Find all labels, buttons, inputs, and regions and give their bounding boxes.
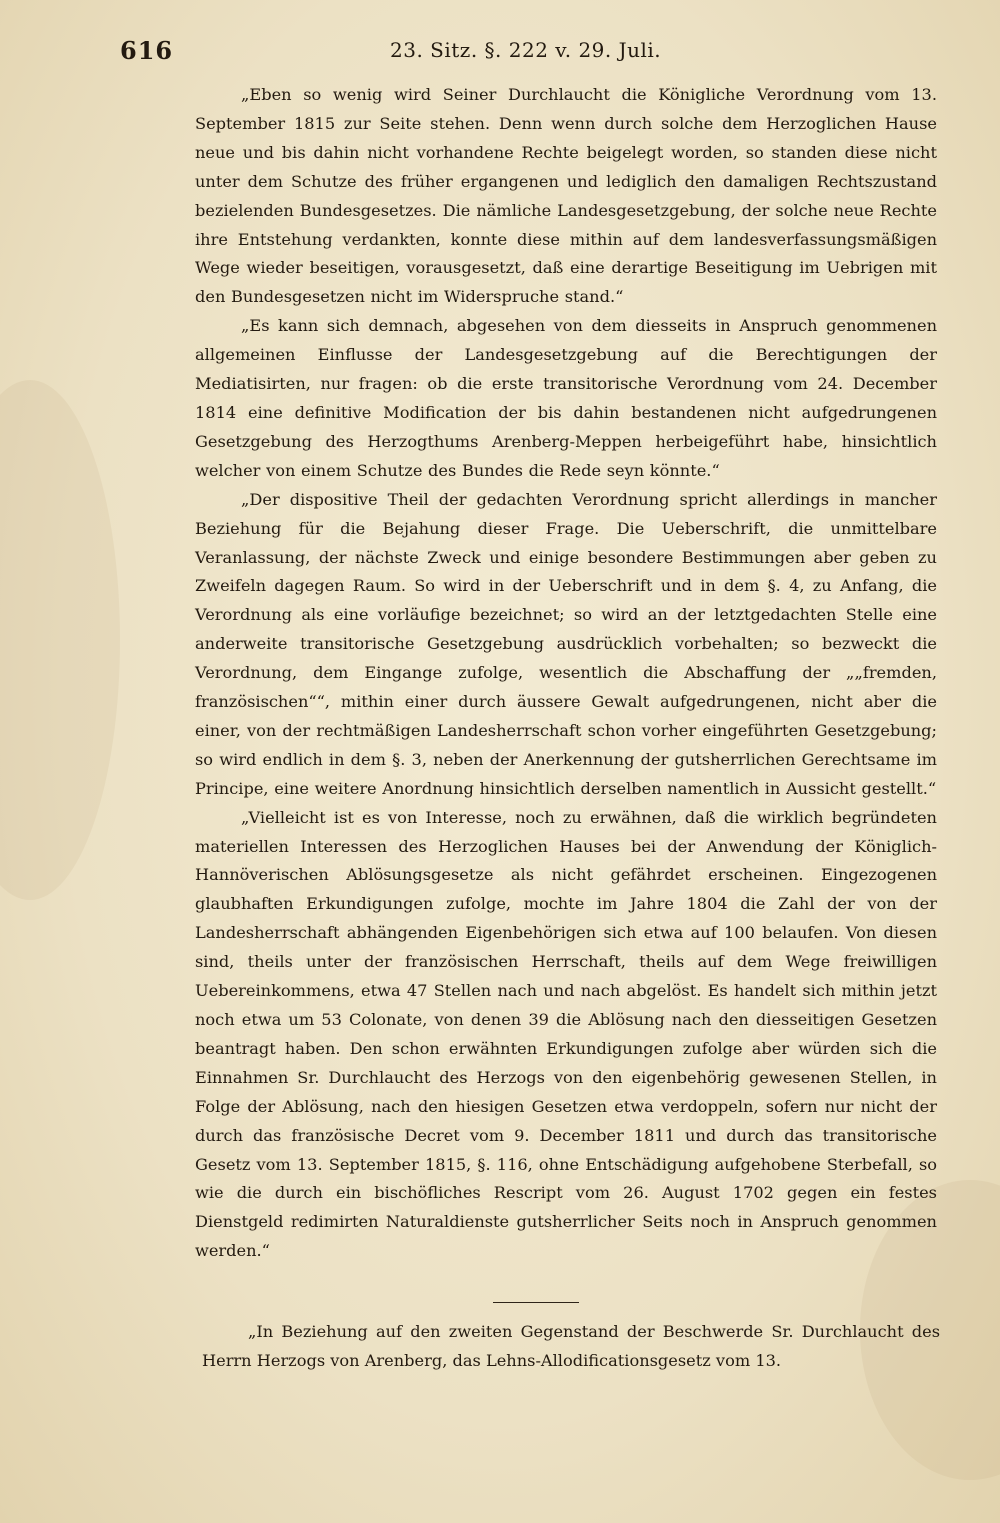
paragraph: „Vielleicht ist es von Interesse, noch zu erwähnen, daß die wirklich begründeten materiellen Interessen des Herzoglichen Hauses bei der Anwendung der Königlich-Hannöverischen Ablösungsgesetze als nicht gefährdet erscheinen. Eingezogenen glaubhaften Erkundigungen zufolge, mochte im Jahre 1804 die Zahl der von der Landesherrschaft abhängenden Eigenbehörigen sich etwa auf 100 belaufen. Von diesen sind, theils unter der französischen Herrschaft, theils auf dem Wege freiwilligen Uebereinkommens, etwa 47 Stellen nach und nach abgelöst. Es handelt sich mithin jetzt noch etwa um 53 Colonate, von denen 39 die Ablösung nach den diesseitigen Gesetzen beantragt haben. Den schon erwähnten Erkundigungen zufolge aber würden sich die Einnahmen Sr. Durchlaucht des Herzogs von den eigenbehörig gewesenen Stellen, in Folge der Ablösung, nach den hiesigen Gesetzen etwa verdoppeln, sofern nur nicht der durch das französische Decret vom 9. December 1811 und durch das transitorische Gesetz vom 13. September 1815, §. 116, ohne Entschädigung aufgehobene Sterbefall, so wie die durch ein bischöfliches Rescript vom 26. August 1702 gegen ein festes Dienstgeld redimirten Naturaldienste gutsherrlicher Seits noch in Anspruch genommen werden.“ — [195, 807, 937, 1261]
page-number: 616 — [120, 36, 174, 65]
running-head: 23. Sitz. §. 222 v. 29. Juli. — [390, 38, 662, 62]
paragraph: „Es kann sich demnach, abgesehen von dem diesseits in Anspruch genommenen allgemeinen Einflusse der Landesgesetzgebung auf die Berechtigungen der Mediatisirten, nur fragen: ob die erste transitorische Verordnung vom 24. December 1814 eine definitive Modification der bis dahin bestandenen nicht aufgedrungenen Gesetzgebung des Herzogthums Arenberg-Meppen herbeigeführt habe, hinsichtlich welcher von einem Schutze des Bundes die Rede seyn könnte.“ — [195, 316, 937, 480]
footnote-rule — [493, 1302, 579, 1303]
paragraph: „Der dispositive Theil der gedachten Verordnung spricht allerdings in mancher Beziehung für die Bejahung dieser Frage. Die Ueberschrift, die unmittelbare Veranlassung, der nächste Zweck und einige besondere Bestimmungen aber geben zu Zweifeln dagegen Raum. So wird in der Ueberschrift und in dem §. 4, zu Anfang, die Verordnung als eine vorläufige bezeichnet; so wird an der letztgedachten Stelle eine anderweite transitorische Gesetzgebung ausdrücklich vorbehalten; so bezweckt die Verordnung, dem Eingange zufolge, wesentlich die Abschaffung der „„fremden, französischen““, mithin einer durch äussere Gewalt aufgedrungenen, nicht aber die einer, von der rechtmäßigen Landesherrschaft schon vorher eingeführten Gesetzgebung; so wird endlich in dem §. 3, neben der Anerkennung der gutsherrlichen Gerechtsame im Principe, eine weitere Anordnung hinsichtlich derselben namentlich in Aussicht gestellt.“ — [195, 489, 937, 798]
paragraph: „Eben so wenig wird Seiner Durchlaucht die Königliche Verordnung vom 13. September 1815 zur Seite stehen. Denn wenn durch solche dem Herzoglichen Hause neue und bis dahin nicht vorhandene Rechte beigelegt worden, so standen diese nicht unter dem Schutze des früher ergangenen und lediglich den damaligen Rechtszustand bezielenden Bundesgesetzes. Die nämliche Landesgesetzgebung, der solche neue Rechte ihre Entstehung verdankten, konnte diese mithin auf dem landesverfassungsmäßigen Wege wieder beseitigen, vorausgesetzt, daß eine derartige Beseitigung im Uebrigen mit den Bundesgesetzen nicht im Widerspruche stand.“ — [195, 85, 937, 307]
paper-stain — [0, 380, 120, 900]
footnote-text: „In Beziehung auf den zweiten Gegenstand der Beschwerde Sr. Durchlaucht des Herrn Herzogs von Arenberg, das Lehns-Allodificationsgesetz vom 13. — [202, 1322, 940, 1370]
footnote — [202, 1318, 940, 1376]
body-text — [195, 81, 937, 1266]
page-header — [120, 36, 950, 68]
